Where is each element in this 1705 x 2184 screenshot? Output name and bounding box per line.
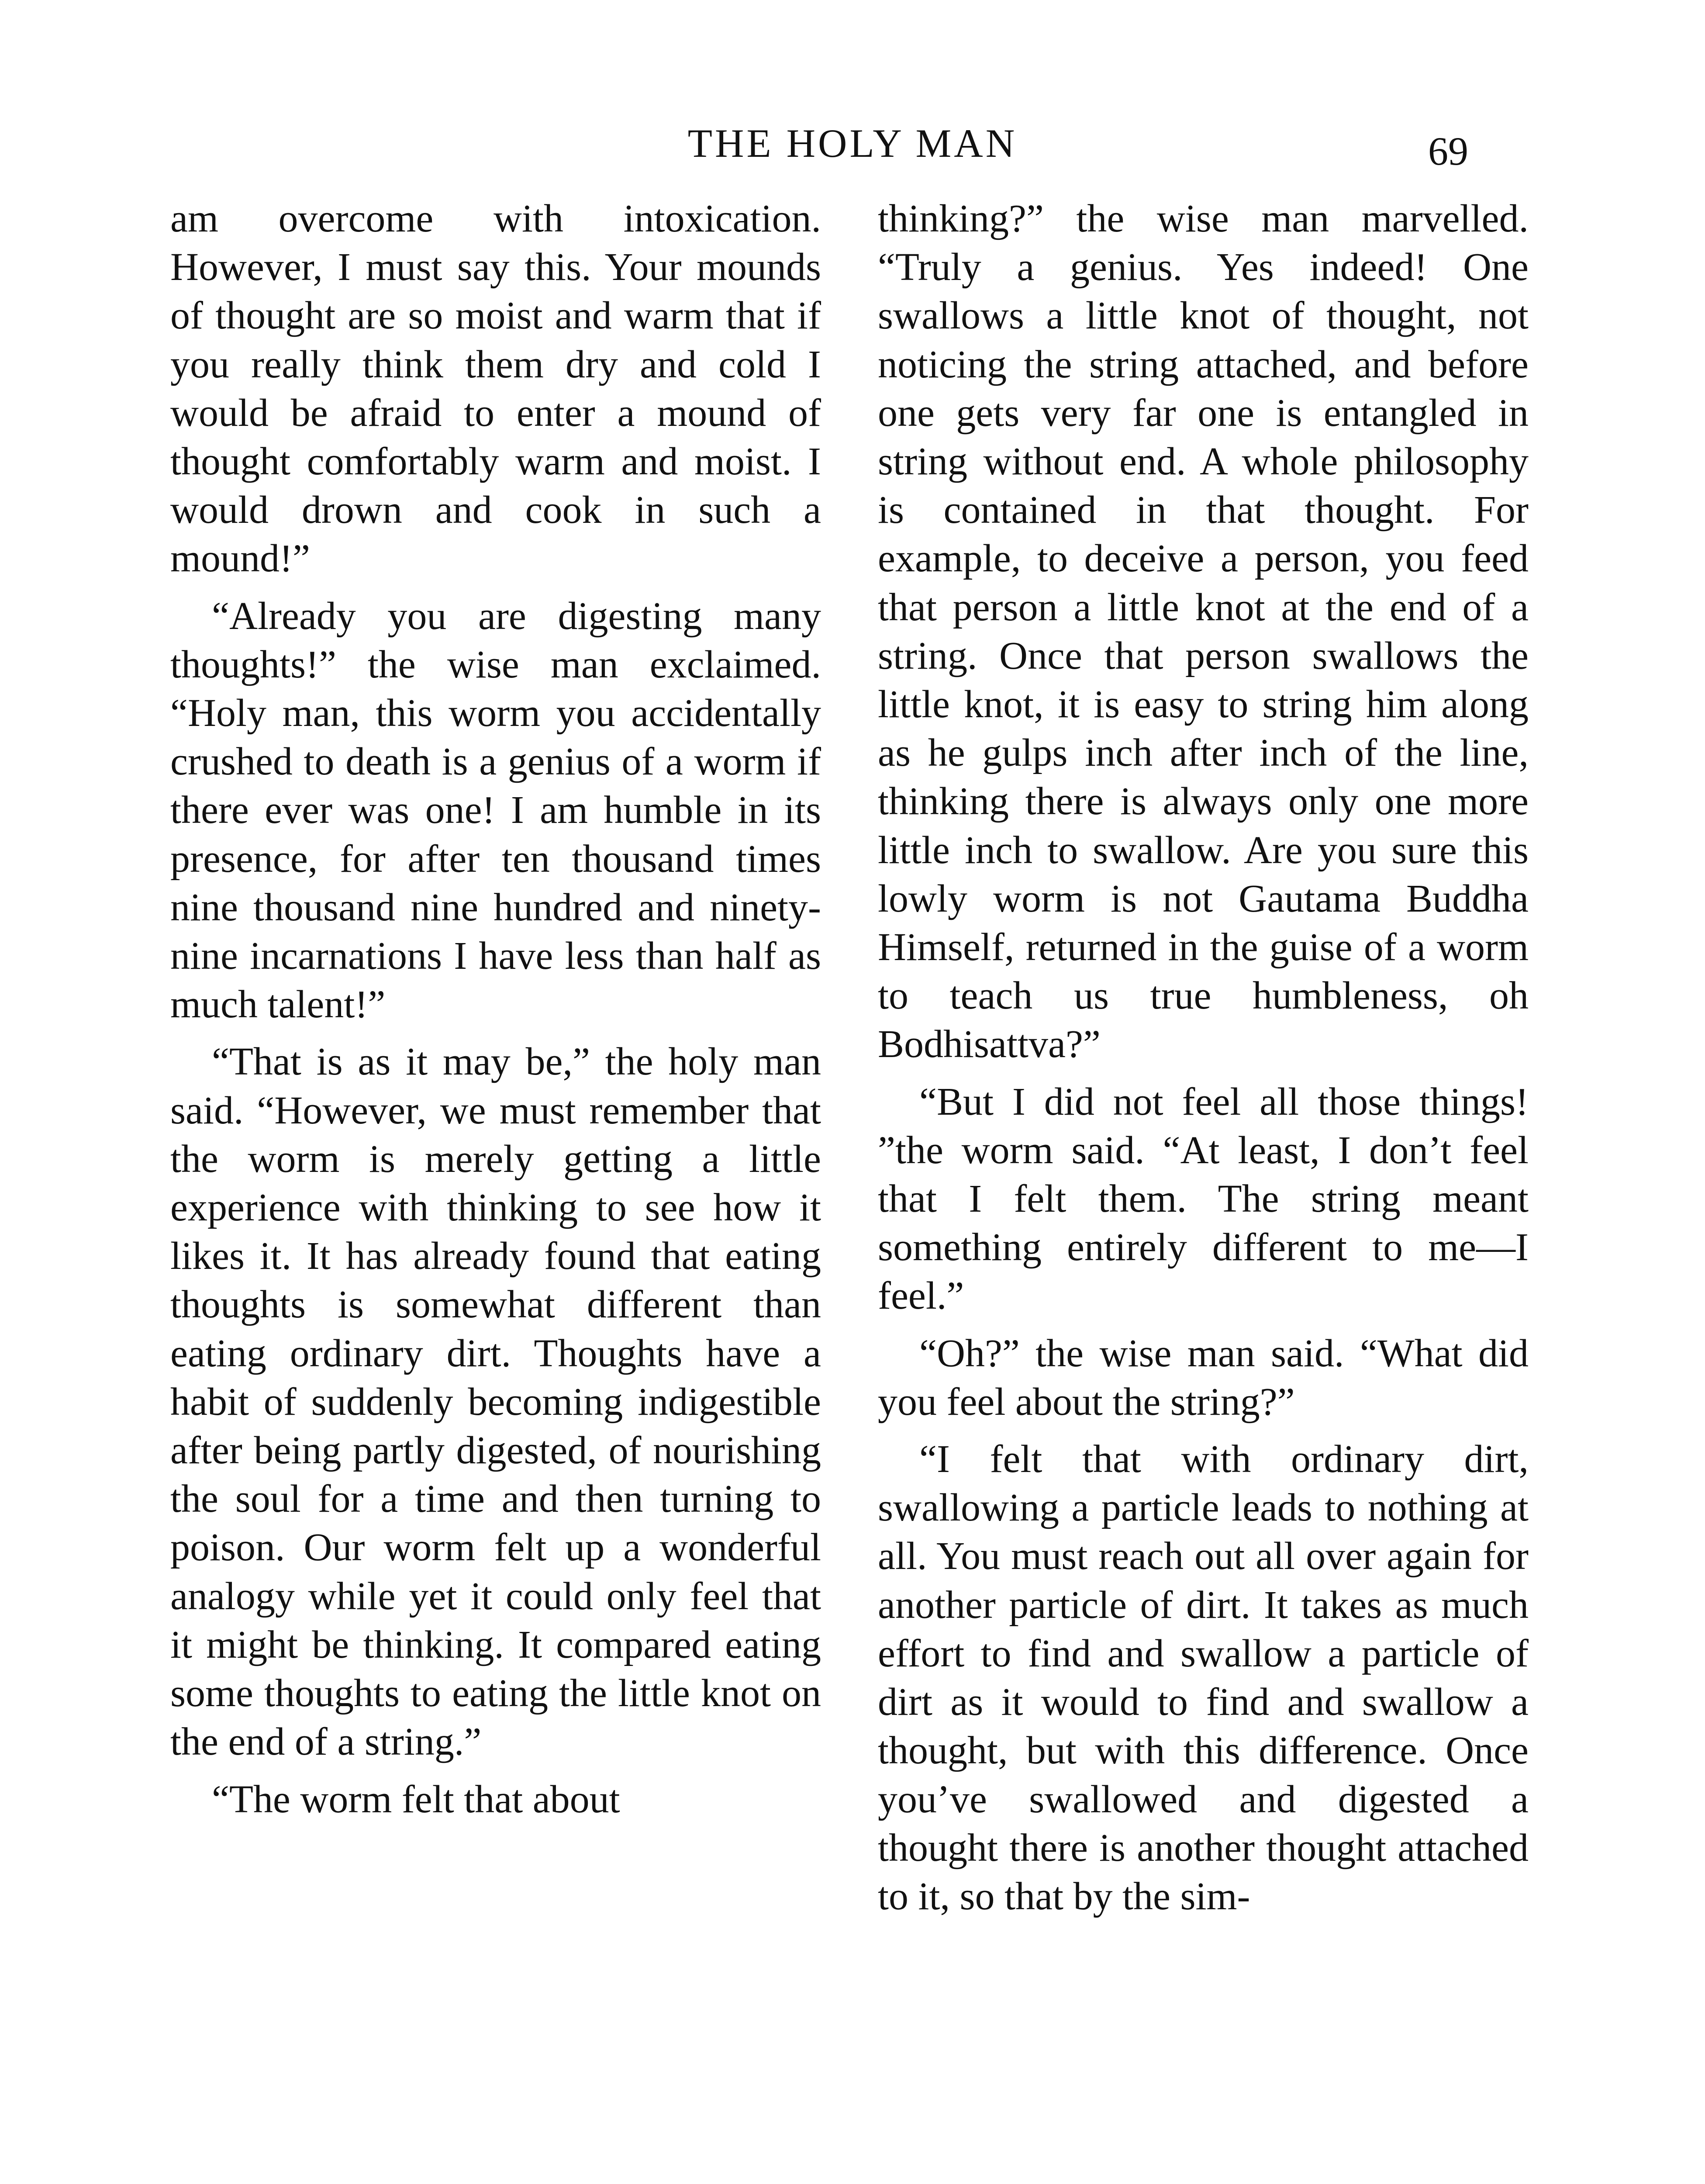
- paragraph: “The worm felt that about: [212, 1777, 620, 1821]
- paragraph: “Already you are digesting many thoughts!” the wise man exclaimed. “Holy man, this worm you accidentally crushed to death is a genius of a worm if there ever was one! I am humble in its presence, for after ten thousand times nine thousand nine hundred and ninety-nine incarnations I have less than half as much talent!”: [170, 594, 821, 1026]
- left-column: [170, 194, 821, 1824]
- paragraph: thinking?” the wise man marvelled. “Truly a genius. Yes indeed! One swallows a little knot of thought, not noticing the string attached, and before one gets very far one is entangled in string without end. A whole philosophy is contained in that thought. For example, to deceive a person, you feed that person a little knot at the end of a string. Once that person swallows the little knot, it is easy to string him along as he gulps inch after inch of the line, thinking there is always only one more little inch to swallow. Are you sure this lowly worm is not Gautama Buddha Himself, returned in the guise of a worm to teach us true humbleness, oh Bodhisattva?”: [878, 197, 1529, 1066]
- running-head: THE HOLY MAN: [687, 121, 1018, 166]
- paragraph: “That is as it may be,” the holy man said. “However, we must remember that the worm is merely getting a little experience with thinking to see how it likes it. It has already found that eating thoughts is somewhat different than eating ordinary dirt. Thoughts have a habit of suddenly becoming indigestible after being partly digested, of nourishing the soul for a time and then turning to poison. Our worm felt up a wonderful analogy while yet it could only feel that it might be thinking. It compared eating some thoughts to eating the little knot on the end of a string.”: [170, 1040, 821, 1764]
- paragraph: “I felt that with ordinary dirt, swallowing a particle leads to nothing at all. You must reach out all over again for another particle of dirt. It takes as much effort to find and swallow a particle of dirt as it would to find and swallow a thought, but with this difference. Once you’ve swallowed and digested a thought there is another thought attached to it, so that by the sim-: [878, 1438, 1529, 1918]
- paragraph: “But I did not feel all those things! ”the worm said. “At least, I don’t feel that I felt them. The string meant something entirely different to me—I feel.”: [878, 1080, 1529, 1318]
- paragraph: am overcome with intoxication. However, I must say this. Your mounds of thought are so moist and warm that if you really think them dry and cold I would be afraid to enter a mound of thought comfortably warm and moist. I would drown and cook in such a mound!”: [170, 197, 821, 581]
- paragraph: “Oh?” the wise man said. “What did you feel about the string?”: [878, 1331, 1529, 1424]
- right-column: [878, 194, 1529, 1921]
- page-number: 69: [1428, 129, 1468, 173]
